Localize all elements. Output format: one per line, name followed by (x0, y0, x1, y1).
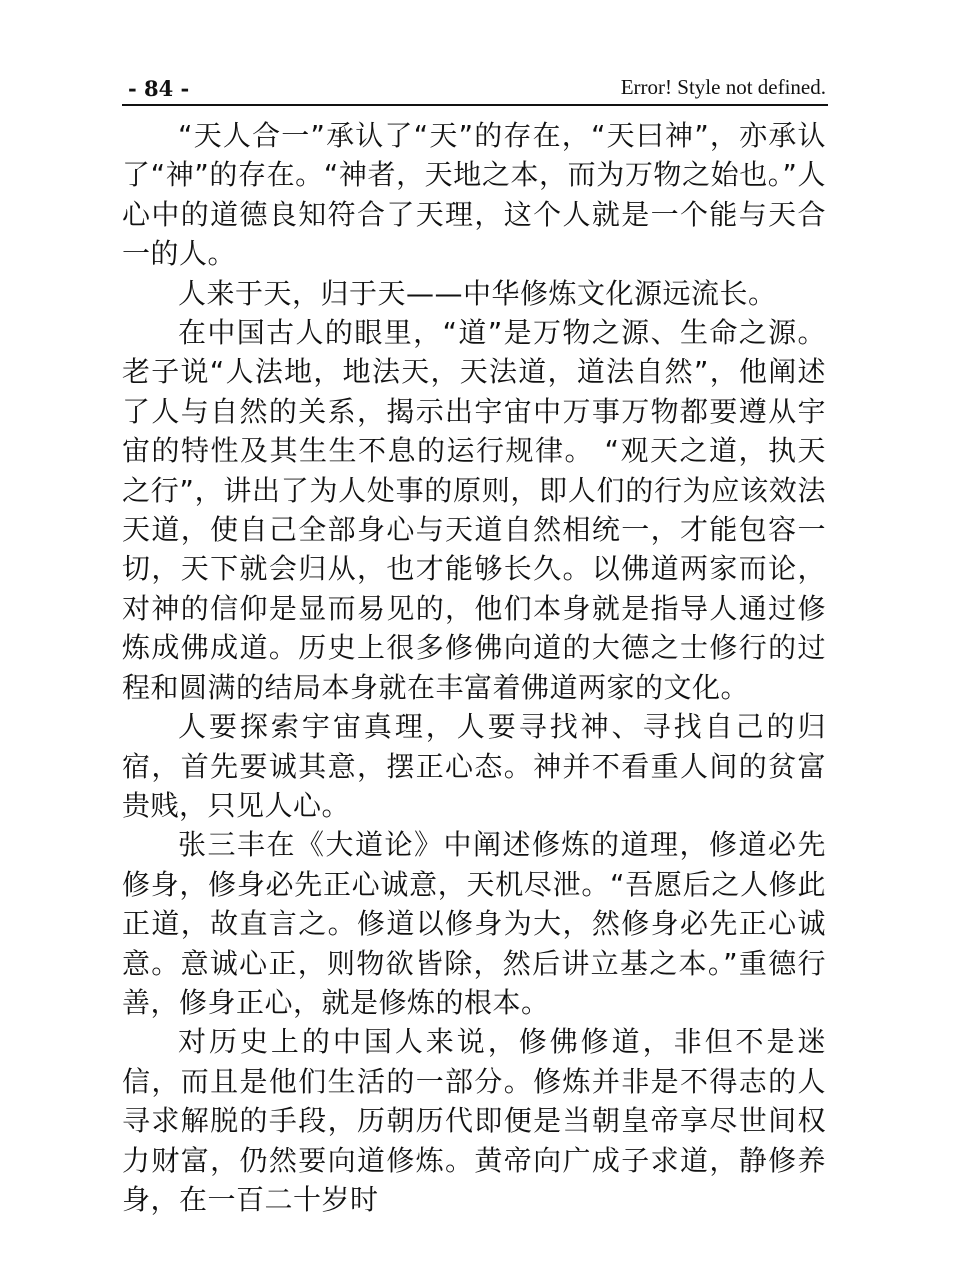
paragraph: 在中国古人的眼里，“道”是万物之源、生命之源。老子说“人法地，地法天，天法道，道法自然”，他阐述了人与自然的关系，揭示出宇宙中万事万物都要遵从宇宙的特性及其生生不息的运行规律。 “观天之道，执天之行”，讲出了为人处事的原则，即人们的行为应该效法天道，使自己全部身心与天道自然相统一，才能包容一切，天下就会归从，也才能够长久。以佛道两家而论，对神的信仰是显而易见的，他们本身就是指导人通过修炼成佛成道。历史上很多修佛向道的大德之士修行的过程和圆满的结局本身就在丰富着佛道两家的文化。 (122, 316, 826, 704)
paragraph: 人来于天，归于天——中华修炼文化源远流长。 (178, 276, 777, 310)
paragraph: 对历史上的中国人来说，修佛修道，非但不是迷信，而且是他们生活的一部分。修炼并非是不得志的人寻求解脱的手段，历朝历代即便是当朝皇帝享尽世间权力财富，仍然要向道修炼。黄帝向广成子求道，静修养身，在一百二十岁时 (122, 1025, 826, 1216)
paragraph: 张三丰在《大道论》中阐述修炼的道理，修道必先修身，修身必先正心诚意，天机尽泄。“吾愿后之人修此正道，故直言之。修道以修身为大，然修身必先正心诚意。意诚心正，则物欲皆除，然后讲立基之本。”重德行善，修身正心，就是修炼的根本。 (122, 828, 826, 1019)
paragraph: 人要探索宇宙真理，人要寻找神、寻找自己的归宿，首先要诚其意，摆正心态。神并不看重人间的贫富贵贱，只见人心。 (122, 710, 826, 822)
paragraph: “天人合一”承认了“天”的存在，“天曰神”，亦承认了“神”的存在。“神者，天地之本，而为万物之始也。”人心中的道德良知符合了天理，这个人就是一个能与天合一的人。 (122, 119, 826, 271)
page-header (122, 70, 828, 106)
page-number: - 84 - (128, 76, 190, 101)
body-text (122, 116, 826, 1219)
running-head: Error! Style not defined. (620, 75, 826, 99)
